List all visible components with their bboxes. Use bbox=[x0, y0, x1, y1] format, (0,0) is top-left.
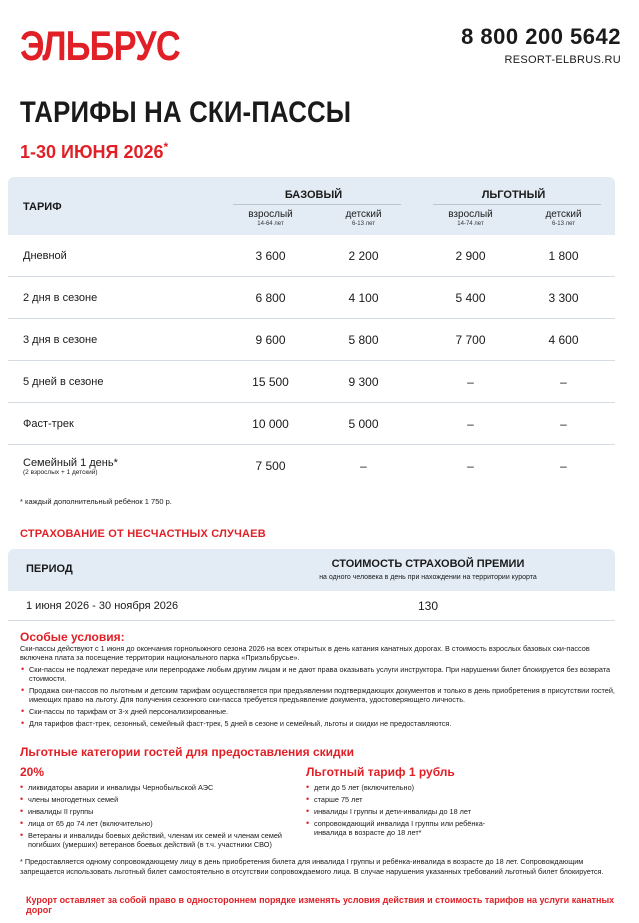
price-cell: 6 800 bbox=[255, 290, 286, 305]
price-cell: 3 600 bbox=[255, 248, 286, 263]
price-cell: 5 800 bbox=[348, 332, 379, 347]
table-row bbox=[8, 319, 615, 361]
list-item: • Ски-пассы по тарифам от 3-х дней персонализированные. bbox=[20, 707, 615, 716]
discount-20-title: 20% bbox=[20, 765, 45, 779]
tariff-note: (2 взрослых + 1 детский) bbox=[23, 468, 98, 476]
price-cell: – bbox=[560, 416, 567, 431]
list-item: • ликвидаторы аварии и инвалиды Чернобыльской АЭС bbox=[20, 783, 300, 792]
discount-20-column bbox=[20, 765, 300, 852]
sub-header-label: взрослый bbox=[448, 209, 493, 220]
price-cell: 2 900 bbox=[455, 248, 486, 263]
price-cell: 9 300 bbox=[348, 374, 379, 389]
list-item: • старше 75 лет bbox=[306, 795, 496, 804]
one-ruble-title: Льготный тариф 1 рубль bbox=[306, 765, 455, 779]
price-cell: – bbox=[560, 459, 567, 473]
companion-note: * Предоставляется одному сопровождающему лицу в день приобретения билета для инвалида I группы и ребёнка-инвалида в возрасте до 18 лет. Сопровождающим запрещается использовать льготный билет самостоятельно в отсутствии сопровождаемого лица. В случае нарушения указанных требований льготный билет блокируется. bbox=[20, 857, 604, 876]
col-cost-note: на одного человека в день при нахождении на территории курорта bbox=[319, 574, 537, 581]
list-item: • инвалиды I группы и дети-инвалиды до 18 лет bbox=[306, 807, 496, 816]
sub-header-label: детский bbox=[345, 209, 382, 220]
date-range-mark: * bbox=[163, 140, 169, 154]
price-cell: 3 300 bbox=[548, 290, 579, 305]
col-cost: СТОИМОСТЬ СТРАХОВОЙ ПРЕМИИ bbox=[331, 558, 525, 570]
price-cell: 2 200 bbox=[348, 248, 379, 263]
price-cell: 7 700 bbox=[455, 332, 486, 347]
insurance-cost: 130 bbox=[417, 598, 439, 613]
resort-logo: ЭЛЬБРУС bbox=[20, 22, 180, 69]
categories-title: Льготные категории гостей для предоставления скидки bbox=[20, 745, 355, 759]
phone-number[interactable]: 8 800 200 5642 bbox=[461, 24, 621, 49]
list-item: • дети до 5 лет (включительно) bbox=[306, 783, 496, 792]
tariff-name: Дневной bbox=[23, 249, 67, 262]
disclaimer: Курорт оставляет за собой право в одностороннем порядке изменять условия действия и стоимость тарифов на услуги канатных дорог bbox=[26, 895, 615, 915]
contact-block bbox=[461, 24, 621, 66]
date-range-text: 1-30 ИЮНЯ 2026 bbox=[20, 142, 164, 162]
insurance-title: СТРАХОВАНИЕ ОТ НЕСЧАСТНЫХ СЛУЧАЕВ bbox=[20, 528, 266, 540]
insurance-period: 1 июня 2026 - 30 ноября 2026 bbox=[26, 599, 179, 612]
page-title: ТАРИФЫ НА СКИ-ПАССЫ bbox=[20, 96, 352, 129]
list-item: • члены многодетных семей bbox=[20, 795, 300, 804]
insurance-header bbox=[8, 549, 615, 591]
price-table bbox=[8, 177, 615, 487]
table-row bbox=[8, 361, 615, 403]
price-cell: 1 800 bbox=[548, 248, 579, 263]
sub-header-label: взрослый bbox=[248, 209, 293, 220]
price-cell: 5 000 bbox=[348, 416, 379, 431]
date-range bbox=[20, 140, 168, 163]
one-ruble-column bbox=[306, 765, 496, 840]
price-cell: 4 600 bbox=[548, 332, 579, 347]
price-cell: – bbox=[467, 416, 474, 431]
tariff-name: 2 дня в сезоне bbox=[23, 291, 98, 304]
price-cell: 4 100 bbox=[348, 290, 379, 305]
table-row bbox=[8, 403, 615, 445]
price-cell: – bbox=[360, 459, 367, 473]
insurance-table bbox=[8, 549, 615, 621]
conditions-title: Особые условия: bbox=[20, 630, 125, 644]
price-cell: 7 500 bbox=[255, 459, 286, 473]
sub-header-age: 6-13 лет bbox=[351, 221, 376, 227]
website-link[interactable]: RESORT-ELBRUS.RU bbox=[504, 54, 621, 66]
group-divider bbox=[433, 204, 601, 205]
price-cell: 5 400 bbox=[455, 290, 486, 305]
sub-header bbox=[526, 209, 601, 227]
sub-header-age: 14-74 лет bbox=[457, 221, 484, 227]
tariff-name: 3 дня в сезоне bbox=[23, 333, 98, 346]
col-tarif: ТАРИФ bbox=[23, 201, 62, 213]
special-conditions bbox=[20, 630, 615, 731]
price-cell: – bbox=[560, 374, 567, 389]
tariff-name: 5 дней в сезоне bbox=[23, 375, 104, 388]
list-item: • лица от 65 до 74 лет (включительно) bbox=[20, 819, 300, 828]
list-item: • Ветераны и инвалиды боевых действий, членам их семей и членам семей погибших (умерших) ветеранов боевых действий (в т.ч. участники СВО) bbox=[20, 831, 300, 849]
table-row bbox=[8, 235, 615, 277]
conditions-intro: Ски-пассы действуют с 1 июня до окончания горнолыжного сезона 2026 на всех открытых в день катания канатных дорогах. В стоимость взрослых базовых ски-пассов включена плата за посещение территории национального парка «Приэльбрусье». bbox=[20, 644, 590, 662]
tariff-name: Фаст-трек bbox=[23, 417, 74, 430]
price-cell: 9 600 bbox=[255, 332, 286, 347]
family-footnote: * каждый дополнительный ребёнок 1 750 р. bbox=[20, 497, 172, 506]
price-table-header bbox=[8, 177, 615, 235]
table-row bbox=[8, 591, 615, 621]
tariff-name-block bbox=[23, 445, 223, 487]
price-cell: – bbox=[467, 459, 474, 473]
list-item: • Продажа ски-пассов по льготным и детским тарифам осуществляется при предъявлении подтверждающих документов и только в день приобретения в присутствии гостей, имеющих право на льготу. Для получения сезонного ски-пасса требуется предъявление документа, удостоверяющего личность. bbox=[20, 686, 615, 704]
conditions-list bbox=[20, 665, 615, 728]
sub-header bbox=[233, 209, 308, 227]
sub-header-age: 6-13 лет bbox=[551, 221, 576, 227]
list-item: • инвалиды II группы bbox=[20, 807, 300, 816]
list-item: • Для тарифов фаст-трек, сезонный, семейный фаст-трек, 5 дней в сезоне и семейный, льготы и скидки не предоставляются. bbox=[20, 719, 615, 728]
group-preferential: ЛЬГОТНЫЙ bbox=[481, 189, 546, 201]
list-item: • Ски-пассы не подлежат передаче или перепродаже любым другим лицам и не дают права оказывать услуги инструктора. При нарушении билет блокируется без возврата стоимости. bbox=[20, 665, 615, 683]
sub-header-label: детский bbox=[545, 209, 582, 220]
price-cell: – bbox=[467, 374, 474, 389]
table-row bbox=[8, 277, 615, 319]
group-divider bbox=[233, 204, 401, 205]
sub-header bbox=[326, 209, 401, 227]
price-cell: 10 000 bbox=[252, 416, 289, 431]
list-item: • сопровождающий инвалида I группы или ребёнка-инвалида в возрасте до 18 лет* bbox=[306, 819, 496, 837]
sub-header bbox=[433, 209, 508, 227]
col-period: ПЕРИОД bbox=[26, 563, 73, 575]
sub-header-age: 14-64 лет bbox=[257, 221, 284, 227]
tariff-name: Семейный 1 день* bbox=[23, 456, 118, 469]
price-cell: 15 500 bbox=[252, 374, 289, 389]
table-row bbox=[8, 445, 615, 487]
group-base: БАЗОВЫЙ bbox=[284, 189, 343, 201]
